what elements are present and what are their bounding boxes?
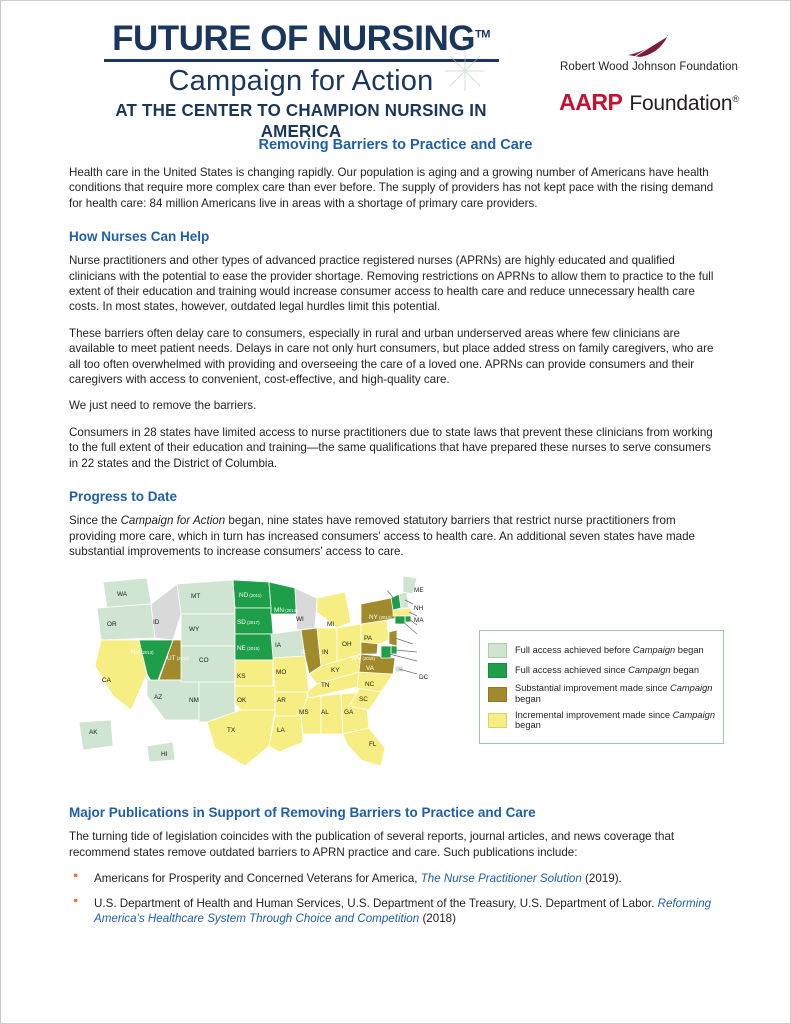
how-nurses-paragraph-1: Nurse practitioners and other types of advanced practice registered nurses (APRNs) are highly educated and qualified clinicians with the potential to ease the provider shortage. Removing restrictions on APRNs to allow them to practice to the full extent of their education and training would increase consumer access to health care and reduce unnecessary health care costs. In most states, however, outdated legal hurdles limit this potential. bbox=[69, 254, 714, 314]
state-label-sc: SC bbox=[359, 696, 368, 704]
legend-row bbox=[488, 663, 715, 678]
progress-campaign-em: Campaign for Action bbox=[120, 514, 226, 528]
state-shape-ct bbox=[395, 616, 405, 624]
state-year-ct: (2014) bbox=[422, 636, 437, 642]
state-label-md: MD (2015) bbox=[414, 662, 438, 670]
legend-swatch-full-since bbox=[488, 663, 507, 678]
state-label-ia: IA bbox=[275, 642, 282, 650]
state-label-wv: WV (2016) bbox=[351, 655, 375, 663]
state-label-id: ID bbox=[153, 619, 160, 627]
state-shape-nc bbox=[357, 672, 393, 692]
state-year-ny: (2014) bbox=[377, 615, 392, 621]
logo-trademark: TM bbox=[475, 28, 490, 41]
pub-1-title[interactable]: The Nurse Practitioner Solution bbox=[420, 872, 582, 886]
state-shape-fl bbox=[343, 728, 385, 766]
document-header bbox=[1, 1, 790, 142]
state-label-or: OR bbox=[107, 621, 117, 629]
state-label-ky: KY bbox=[331, 667, 340, 675]
state-year-de: (2015) bbox=[422, 654, 437, 660]
state-label-ut: UT (2016) bbox=[167, 655, 190, 663]
logo-campaign-for-action: Campaign for Action bbox=[168, 65, 434, 97]
state-label-va: VA bbox=[366, 665, 375, 673]
state-year-vt: (2011) bbox=[389, 587, 403, 593]
state-label-al: AL bbox=[321, 709, 329, 717]
state-shape-mt bbox=[177, 580, 235, 614]
state-year-wv: (2016) bbox=[361, 656, 375, 662]
state-year-mn: (2014) bbox=[283, 608, 298, 614]
state-year-nv: (2013) bbox=[139, 650, 154, 656]
state-label-ms: MS bbox=[299, 709, 309, 717]
document-body bbox=[1, 137, 790, 926]
state-label-ri: RI (2013) bbox=[414, 626, 435, 634]
state-shape-id bbox=[151, 584, 181, 640]
how-nurses-paragraph-2: These barriers often delay care to consumers, especially in rural and urban underserved areas where few clinicians are available to meet patient needs. Delays in care not only hurt consumers, but place added stress on family caregivers, who are all too often overwhelmed with providing and overseeing the care of a loved one. APRNs can provide consumers and their caregivers with access to convenient, cost-effective, and high-quality care. bbox=[69, 326, 714, 387]
progress-text-before: Since the bbox=[69, 514, 121, 528]
logo-tagline: AT THE CENTER TO CHAMPION NURSING IN AMERICA bbox=[115, 100, 487, 142]
legend-label-full-before: Full access achieved before Campaign began bbox=[515, 645, 704, 656]
state-shape-or bbox=[97, 604, 155, 640]
state-label-il: IL bbox=[301, 649, 307, 657]
state-label-sd: SD (2017) bbox=[237, 619, 260, 627]
state-label-fl: FL bbox=[369, 741, 377, 749]
state-year-nd: (2011) bbox=[248, 593, 262, 599]
state-label-vt: VT (2011) bbox=[381, 586, 403, 594]
pub-2-title[interactable]: Reforming America’s Healthcare System Through Choice and Competition bbox=[94, 896, 712, 925]
state-label-mn: MN (2014) bbox=[274, 607, 298, 615]
legend-label-full-since: Full access achieved since Campaign began bbox=[515, 665, 699, 676]
state-label-wi: WI bbox=[296, 616, 304, 624]
state-label-ne: NE (2015) bbox=[237, 645, 260, 653]
state-label-ar: AR bbox=[277, 697, 286, 705]
state-label-de: DE (2015) bbox=[414, 653, 437, 661]
state-shape-md bbox=[381, 646, 391, 658]
pub-2-after: (2018) bbox=[419, 911, 456, 925]
heading-major-publications: Major Publications in Support of Removing Barriers to Practice and Care bbox=[69, 805, 536, 821]
state-year-ne: (2015) bbox=[245, 646, 260, 652]
aarp-foundation-label: Foundation® bbox=[629, 92, 739, 115]
state-label-ca: CA bbox=[102, 677, 111, 685]
logo-future-of-nursing bbox=[112, 21, 490, 56]
rwjf-logo-icon bbox=[626, 33, 672, 59]
state-shape-la bbox=[269, 716, 303, 752]
leader-nj bbox=[395, 638, 413, 644]
legend-swatch-full-before bbox=[488, 643, 507, 658]
state-label-me: ME bbox=[414, 587, 424, 595]
state-label-nd: ND (2011) bbox=[239, 592, 262, 600]
legend-row bbox=[488, 710, 715, 731]
state-label-ny: NY (2014) bbox=[369, 614, 392, 622]
list-item bbox=[69, 871, 722, 886]
state-label-in: IN bbox=[322, 649, 329, 657]
map-section bbox=[69, 570, 722, 785]
state-year-sd: (2017) bbox=[245, 620, 260, 626]
state-shape-in bbox=[317, 628, 337, 666]
us-map bbox=[69, 570, 469, 780]
how-nurses-paragraph-4: Consumers in 28 states have limited access to nurse practitioners due to state laws that prevent these clinicians from working to the full extent of their education and training—the same qualifications that have prepared these nurses to serve consumers in 22 states and the District of Columbia. bbox=[69, 425, 713, 470]
state-label-pa: PA bbox=[364, 635, 373, 643]
state-label-tn: TN bbox=[321, 682, 330, 690]
state-label-la: LA bbox=[277, 727, 285, 735]
progress-paragraph bbox=[69, 513, 722, 559]
map-legend bbox=[479, 630, 724, 744]
pub-1-after: (2019). bbox=[581, 872, 622, 886]
publications-intro: The turning tide of legislation coincides with the publication of several reports, journal articles, and news coverage that recommend states remove outdated barriers to APRN practice and care. Such publications include: bbox=[69, 830, 675, 859]
starburst-icon bbox=[445, 51, 485, 91]
aarp-wordmark: AARP bbox=[559, 89, 623, 115]
partner-logos bbox=[544, 33, 754, 116]
state-label-mi: MI bbox=[327, 621, 335, 629]
state-label-ga: GA bbox=[344, 709, 354, 717]
progress-text-after: began, nine states have removed statutory barriers that restrict nurse practitioners from providing more care, which in turn has increased consumers’ access to health care. An additional seven states have made substantial improvements to increase consumers’ access to care. bbox=[69, 514, 695, 558]
state-year-ut: (2016) bbox=[175, 656, 190, 662]
state-label-nh: NH bbox=[414, 605, 424, 613]
legend-row bbox=[488, 643, 715, 658]
logo-rule bbox=[104, 59, 499, 62]
list-item bbox=[69, 896, 722, 927]
heading-how-nurses-can-help: How Nurses Can Help bbox=[69, 229, 210, 245]
state-label-mo: MO bbox=[276, 669, 287, 677]
state-label-dc: DC bbox=[419, 674, 429, 682]
state-label-tx: TX bbox=[227, 727, 236, 735]
state-label-nv: NV (2013) bbox=[131, 649, 154, 657]
state-label-az: AZ bbox=[154, 694, 163, 702]
state-year-ri: (2013) bbox=[420, 627, 435, 633]
state-label-nc: NC bbox=[365, 681, 375, 689]
legend-label-substantial: Substantial improvement made since Campaign began bbox=[515, 683, 713, 704]
heading-progress-to-date: Progress to Date bbox=[69, 489, 178, 505]
rwjf-label: Robert Wood Johnson Foundation bbox=[560, 61, 738, 73]
logo-line1: FUTURE OF NURSING bbox=[112, 19, 475, 58]
state-label-hi: HI bbox=[161, 751, 168, 759]
state-label-ma: MA bbox=[414, 617, 424, 625]
state-label-wa: WA bbox=[117, 591, 128, 599]
pub-1-before: Americans for Prosperity and Concerned Veterans for America, bbox=[94, 872, 421, 886]
state-year-md: (2015) bbox=[423, 663, 438, 669]
intro-paragraph: Health care in the United States is changing rapidly. Our population is aging and a growing number of Americans have health conditions that require more complex care than ever before. The supply of providers has not kept pace with the rising demand for health care: 84 million Americans live in areas with a shortage of primary care providers. bbox=[69, 166, 714, 210]
state-label-ok: OK bbox=[237, 697, 247, 705]
state-shape-ri bbox=[405, 616, 411, 622]
pub-2-before: U.S. Department of Health and Human Services, U.S. Department of the Treasury, U.S. Department of Labor. bbox=[94, 896, 658, 910]
state-label-mt: MT bbox=[191, 593, 201, 601]
page-title: Removing Barriers to Practice and Care bbox=[258, 137, 533, 153]
us-map-svg bbox=[69, 570, 469, 780]
aarp-foundation-logo bbox=[544, 89, 754, 116]
state-label-ks: KS bbox=[237, 673, 246, 681]
state-shape-tx bbox=[207, 710, 275, 766]
state-label-nm: NM bbox=[189, 697, 199, 705]
legend-swatch-substantial bbox=[488, 687, 507, 702]
legend-row bbox=[488, 683, 715, 704]
how-nurses-paragraph-3: We just need to remove the barriers. bbox=[69, 399, 257, 413]
publications-list bbox=[69, 871, 722, 926]
legend-label-incremental: Incremental improvement made since Campaign began bbox=[515, 709, 715, 731]
state-label-ak: AK bbox=[89, 729, 98, 737]
state-label-oh: OH bbox=[342, 641, 352, 649]
state-label-nj: NJ bbox=[399, 645, 407, 653]
state-label-wy: WY bbox=[189, 626, 200, 634]
state-label-ct: CT (2014) bbox=[414, 635, 437, 643]
state-shape-wi bbox=[295, 588, 317, 630]
legend-swatch-incremental bbox=[488, 713, 507, 728]
state-label-co: CO bbox=[199, 657, 209, 665]
state-shape-nh bbox=[399, 592, 409, 608]
